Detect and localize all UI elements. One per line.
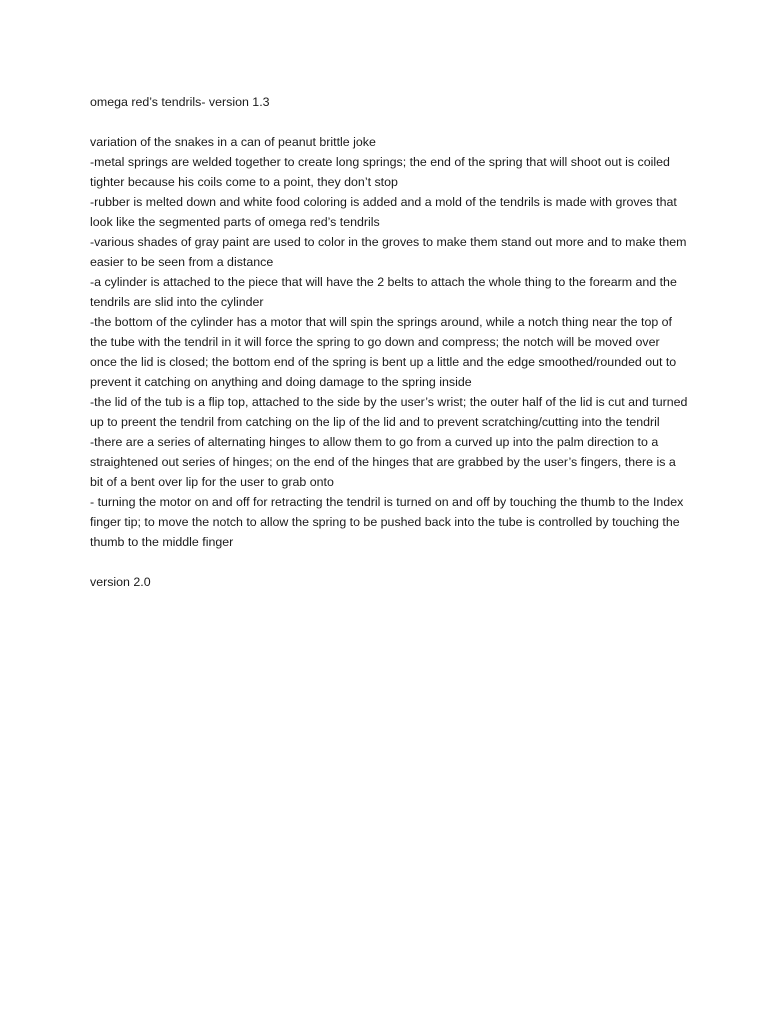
paragraph-5: -a cylinder is attached to the piece that will have the 2 belts to attach the whole thing to the forearm and the tendrils are slid into the cylinder (90, 275, 677, 309)
paragraph-8: -there are a series of alternating hinges to allow them to go from a curved up into the palm direction to a straightened out series of hinges; on the end of the hinges that are grabbed by the user’s fingers, there is a bit of a bent over lip for the user to grab onto (90, 435, 676, 489)
paragraph-7: -the lid of the tub is a flip top, attached to the side by the user’s wrist; the outer half of the lid is cut and turned up to preent the tendril from catching on the lip of the lid and to prevent scratching/cutting into the tendril (90, 395, 688, 429)
paragraph-9: - turning the motor on and off for retracting the tendril is turned on and off by touching the thumb to the Index finger tip; to move the notch to allow the spring to be pushed back into the tube is controlled by touching the thumb to the middle finger (90, 495, 684, 549)
paragraph-2: -metal springs are welded together to create long springs; the end of the spring that will shoot out is coiled tighter because his coils come to a point, they don’t stop (90, 155, 670, 189)
paragraph-3: -rubber is melted down and white food coloring is added and a mold of the tendrils is made with groves that look like the segmented parts of omega red’s tendrils (90, 195, 677, 229)
version-footer: version 2.0 (90, 575, 151, 589)
paragraph-1: variation of the snakes in a can of peanut brittle joke (90, 135, 376, 149)
document-body (90, 92, 688, 592)
document-title: omega red’s tendrils- version 1.3 (90, 95, 270, 109)
paragraph-6: -the bottom of the cylinder has a motor that will spin the springs around, while a notch thing near the top of the tube with the tendril in it will force the spring to go down and compress; the notch will be moved over once the lid is closed; the bottom end of the spring is bent up a little and the edge smoothed/rounded out to prevent it catching on anything and doing damage to the spring inside (90, 315, 677, 389)
blank-line (90, 112, 688, 132)
blank-line (90, 552, 688, 572)
paragraph-4: -various shades of gray paint are used to color in the groves to make them stand out more and to make them easier to be seen from a distance (90, 235, 687, 269)
